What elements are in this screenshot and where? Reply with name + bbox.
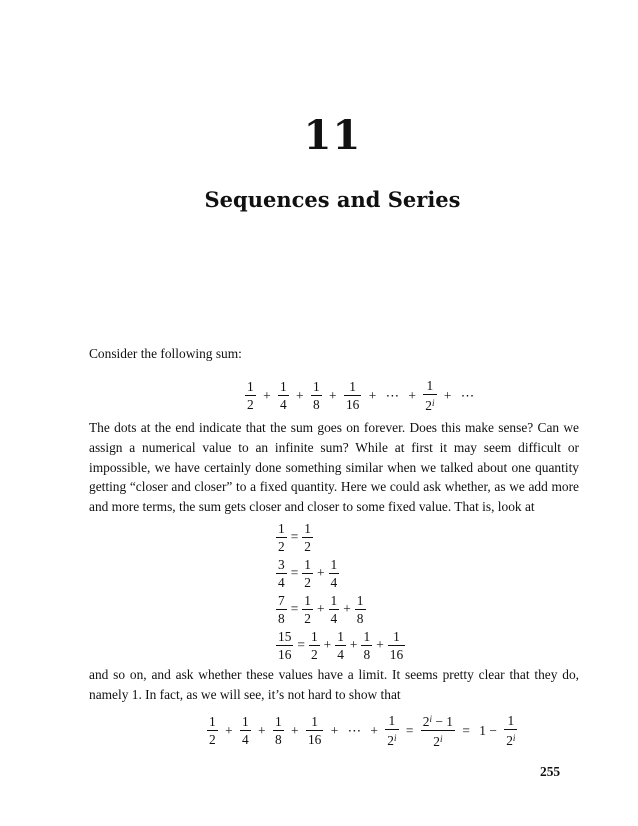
equation-row: $\frac{1}{2}$ = $\frac{1}{2}$ (278, 520, 311, 554)
fraction: $\frac{1}{4}$ (279, 379, 287, 412)
equation-finite-sum: $\frac{1}{2}$ + $\frac{1}{4}$ + $\frac{1}{8}$ + $\frac{1}{16}$ + ⋯ + $\frac{1}{2^i}$ = $\frac{2^i - 1}{2^i}$ = 1 − $\frac{1}{2^i}$ (209, 713, 516, 749)
fraction: $\frac{1}{2}$ (247, 379, 254, 412)
fraction: $\frac{1}{16}$ (345, 379, 360, 412)
chapter-number: 11 (303, 112, 362, 159)
fraction: $\frac{1}{8}$ (312, 379, 320, 412)
paragraph-explanation: The dots at the end indicate that the sum goes on forever. Does this make sense? Can we assign a numerical value to an infinite sum? While at first it may seem difficult or impossible, we have certainly done something similar when we talked about one quantity getting “closer and closer” to a fixed quantity. Here we could ask whether, as we add more and more terms, the sum gets closer and closer to some fixed value. That is, look at (89, 420, 579, 515)
equation-infinite-sum: $\frac{1}{2}$ + $\frac{1}{4}$ + $\frac{1}{8}$ + $\frac{1}{16}$ + ⋯ + $\frac{1}{2^i}$ + ⋯ (247, 378, 475, 413)
chapter-title: Sequences and Series (204, 187, 461, 212)
equation-row: $\frac{3}{4}$ = $\frac{1}{2}$ + $\frac{1}{4}$ (278, 556, 338, 590)
page-number: 255 (540, 764, 561, 779)
equation-partial-sums (275, 519, 406, 663)
paragraph-intro: Consider the following sum: (89, 346, 242, 361)
equation-row: $\frac{15}{16}$ = $\frac{1}{2}$ + $\frac{1}{4}$ + $\frac{1}{8}$ + $\frac{1}{16}$ (278, 628, 404, 662)
fraction: $\frac{1}{2^i}$ (425, 378, 435, 413)
equation-row: $\frac{7}{8}$ = $\frac{1}{2}$ + $\frac{1}{4}$ + $\frac{1}{8}$ (278, 592, 364, 626)
paragraph-limit: and so on, and ask whether these values have a limit. It seems pretty clear that they do, namely 1. In fact, as we will see, it’s not hard to show that (89, 667, 579, 702)
